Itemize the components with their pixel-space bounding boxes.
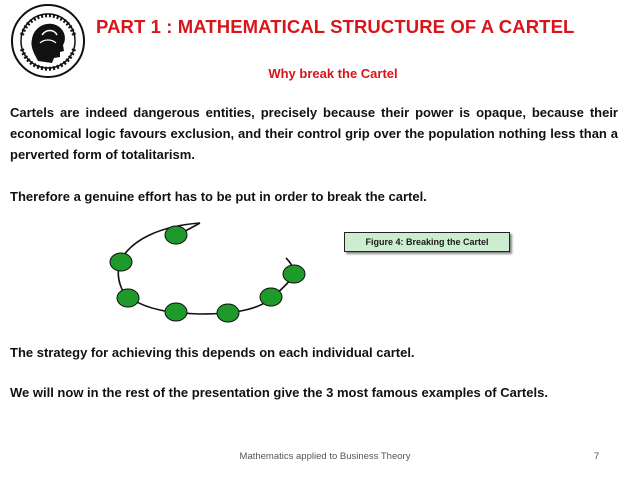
cartel-node-3	[117, 289, 139, 307]
footer-text: Mathematics applied to Business Theory	[239, 451, 411, 462]
cartel-node-1	[165, 226, 187, 244]
cartel-node-5	[217, 304, 239, 322]
cartel-node-7	[283, 265, 305, 283]
paragraph-cartel-danger: Cartels are indeed dangerous entities, precisely because their power is opaque, because their economical logic favours exclusion, and their control grip over the population nothing less than a perverted form of totalitarism.	[10, 105, 618, 162]
cartel-node-2	[110, 253, 132, 271]
page-number: 7	[594, 451, 600, 462]
cartel-node-4	[165, 303, 187, 321]
paragraph-break-effort: Therefore a genuine effort has to be put in order to break the cartel.	[10, 189, 427, 204]
paragraph-strategy: The strategy for achieving this depends on each individual cartel.	[10, 345, 415, 360]
figure-caption: Figure 4: Breaking the Cartel	[344, 232, 510, 252]
paragraph-examples: We will now in the rest of the presentation give the 3 most famous examples of Cartels.	[10, 385, 548, 400]
cartel-ring-diagram	[100, 218, 320, 328]
cartel-node-6	[260, 288, 282, 306]
page-subtitle: Why break the Cartel	[268, 66, 398, 81]
page-title: PART 1 : MATHEMATICAL STRUCTURE OF A CARTEL	[96, 16, 575, 37]
